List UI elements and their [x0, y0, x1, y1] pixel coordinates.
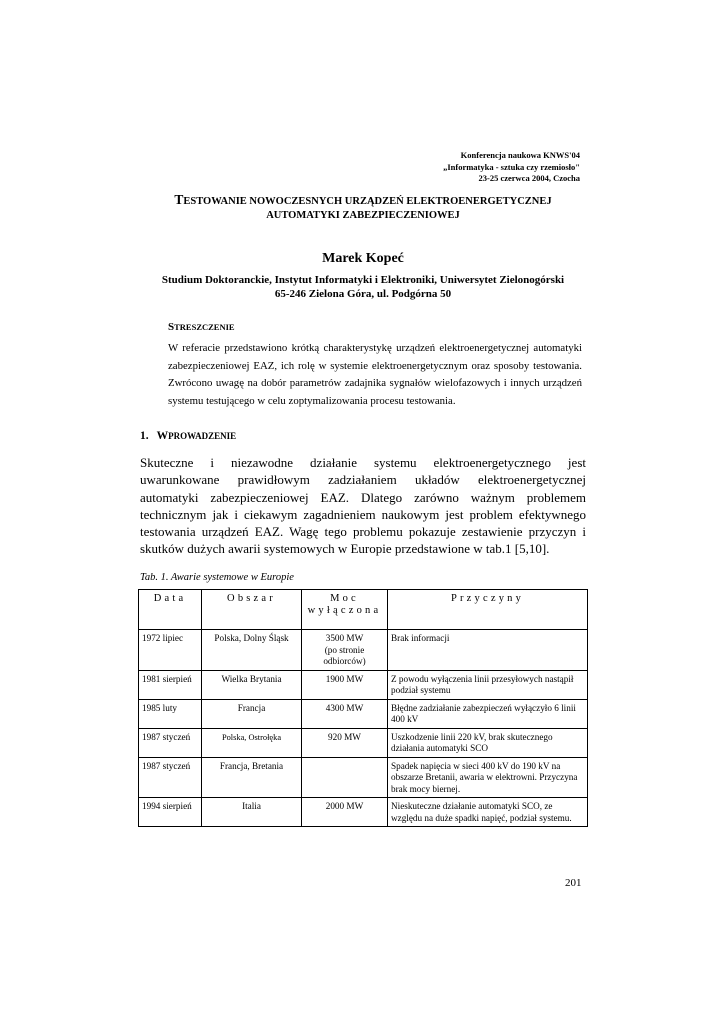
- cell-cause: Błędne zadziałanie zabezpieczeń wyłączyło 6 linii 400 kV: [388, 699, 588, 728]
- affiliation-address: 65-246 Zielona Góra, ul. Podgórna 50: [274, 288, 452, 300]
- section-heading-rest: PROWADZENIE: [168, 431, 237, 441]
- cell-cause: Spadek napięcia w sieci 400 kV do 190 kV na obszarze Bretanii, awaria w elektrowni. Przyczyna brak mocy biernej.: [388, 757, 588, 798]
- header-date: Data: [139, 590, 202, 630]
- header-power-line1: Moc: [330, 593, 359, 604]
- conference-motto: „Informatyka - sztuka czy rzemiosło": [443, 161, 580, 172]
- abstract-text: W referacie przedstawiono krótką charakterystykę urządzeń elektroenergetycznej automatyki zabezpieczeniowej EAZ, ich rolę w systemie elektroenergetycznym oraz sposoby testowania. Zwrócono uwagę na dobór parametrów zadajnika sygnałów wielofazowych i innych urządzeń systemu testującego w celu zoptymalizowania procesu testowania.: [168, 342, 582, 407]
- cell-cause: Brak informacji: [388, 630, 588, 671]
- cell-cause: Nieskuteczne działanie automatyki SCO, ze względu na duże spadki napięć, podział systemu.: [388, 798, 588, 827]
- cell-cause: Uszkodzenie linii 220 kV, brak skutecznego działania automatyki SCO: [388, 728, 588, 757]
- table-header-row: [139, 590, 588, 630]
- cell-date: 1985 luty: [139, 699, 202, 728]
- cell-power: 4300 MW: [302, 699, 388, 728]
- cell-area: Polska, Dolny Śląsk: [202, 630, 302, 671]
- failures-table: [138, 589, 588, 827]
- cell-area: Francja: [202, 699, 302, 728]
- header-area: Obszar: [202, 590, 302, 630]
- page-number: 201: [565, 877, 582, 889]
- cell-power-note: (po stronie odbiorców): [323, 644, 366, 666]
- cell-area: Wielka Brytania: [202, 670, 302, 699]
- table-row: [139, 699, 588, 728]
- section-heading-initial: W: [156, 430, 169, 442]
- conference-date: 23-25 czerwca 2004, Czocha: [478, 173, 580, 183]
- cell-date: 1981 sierpień: [139, 670, 202, 699]
- abstract-heading-initial: S: [168, 321, 175, 333]
- table-row: [139, 728, 588, 757]
- title-line1: ESTOWANIE NOWOCZESNYCH URZĄDZEŃ ELEKTROENERGETYCZNEJ: [183, 196, 552, 207]
- section-heading: [140, 430, 236, 442]
- cell-power: [302, 757, 388, 798]
- cell-power: [302, 630, 388, 671]
- table-row: [139, 630, 588, 671]
- title-initial: T: [174, 192, 184, 207]
- conference-name: Konferencja naukowa KNWS'04: [460, 150, 580, 160]
- table-row: [139, 757, 588, 798]
- cell-cause: Z powodu wyłączenia linii przesyłowych nastąpił podział systemu: [388, 670, 588, 699]
- abstract-heading-rest: TRESZCZENIE: [174, 322, 235, 332]
- intro-paragraph: Skuteczne i niezawodne działanie systemu elektroenergetycznego jest uwarunkowane prawidłowym zadziałaniem układów elektroenergetycznej automatyki zabezpieczeniowej EAZ. Dlatego zarówno ważnym problemem technicznym jak i ciekawym zagadnieniem naukowym jest problem efektywnego testowania urządzeń EAZ. Wagę tego problemu pokazuje zestawienie przyczyn i skutków dużych awarii systemowych w Europie przedstawione w tab.1 [5,10].: [140, 455, 586, 557]
- title-line2: AUTOMATYKI ZABEZPIECZENIOWEJ: [266, 210, 460, 221]
- header-power-line2: wyłączona: [307, 604, 382, 616]
- cell-power: 1900 MW: [302, 670, 388, 699]
- cell-date: 1987 styczeń: [139, 728, 202, 757]
- table-row: [139, 670, 588, 699]
- header-causes: Przyczyny: [388, 590, 588, 630]
- author-name: Marek Kopeć: [322, 251, 404, 266]
- cell-date: 1994 sierpień: [139, 798, 202, 827]
- cell-power: 920 MW: [302, 728, 388, 757]
- header-power: [302, 590, 388, 630]
- cell-area: Francja, Bretania: [202, 757, 302, 798]
- cell-area: Polska, Ostrołęka: [202, 728, 302, 757]
- section-number: 1.: [140, 430, 149, 442]
- abstract-heading: [168, 321, 235, 333]
- table-caption: Tab. 1. Awarie systemowe w Europie: [140, 572, 294, 583]
- cell-power-value: 3500 MW: [325, 633, 364, 643]
- affiliation-institution: Studium Doktoranckie, Instytut Informatyki i Elektroniki, Uniwersytet Zielonogórski: [161, 274, 565, 286]
- cell-power: 2000 MW: [302, 798, 388, 827]
- paper-title: [140, 193, 586, 223]
- cell-date: 1972 lipiec: [139, 630, 202, 671]
- conference-header: [443, 150, 580, 185]
- affiliation: [140, 273, 586, 301]
- table-row: [139, 798, 588, 827]
- cell-area: Italia: [202, 798, 302, 827]
- cell-date: 1987 styczeń: [139, 757, 202, 798]
